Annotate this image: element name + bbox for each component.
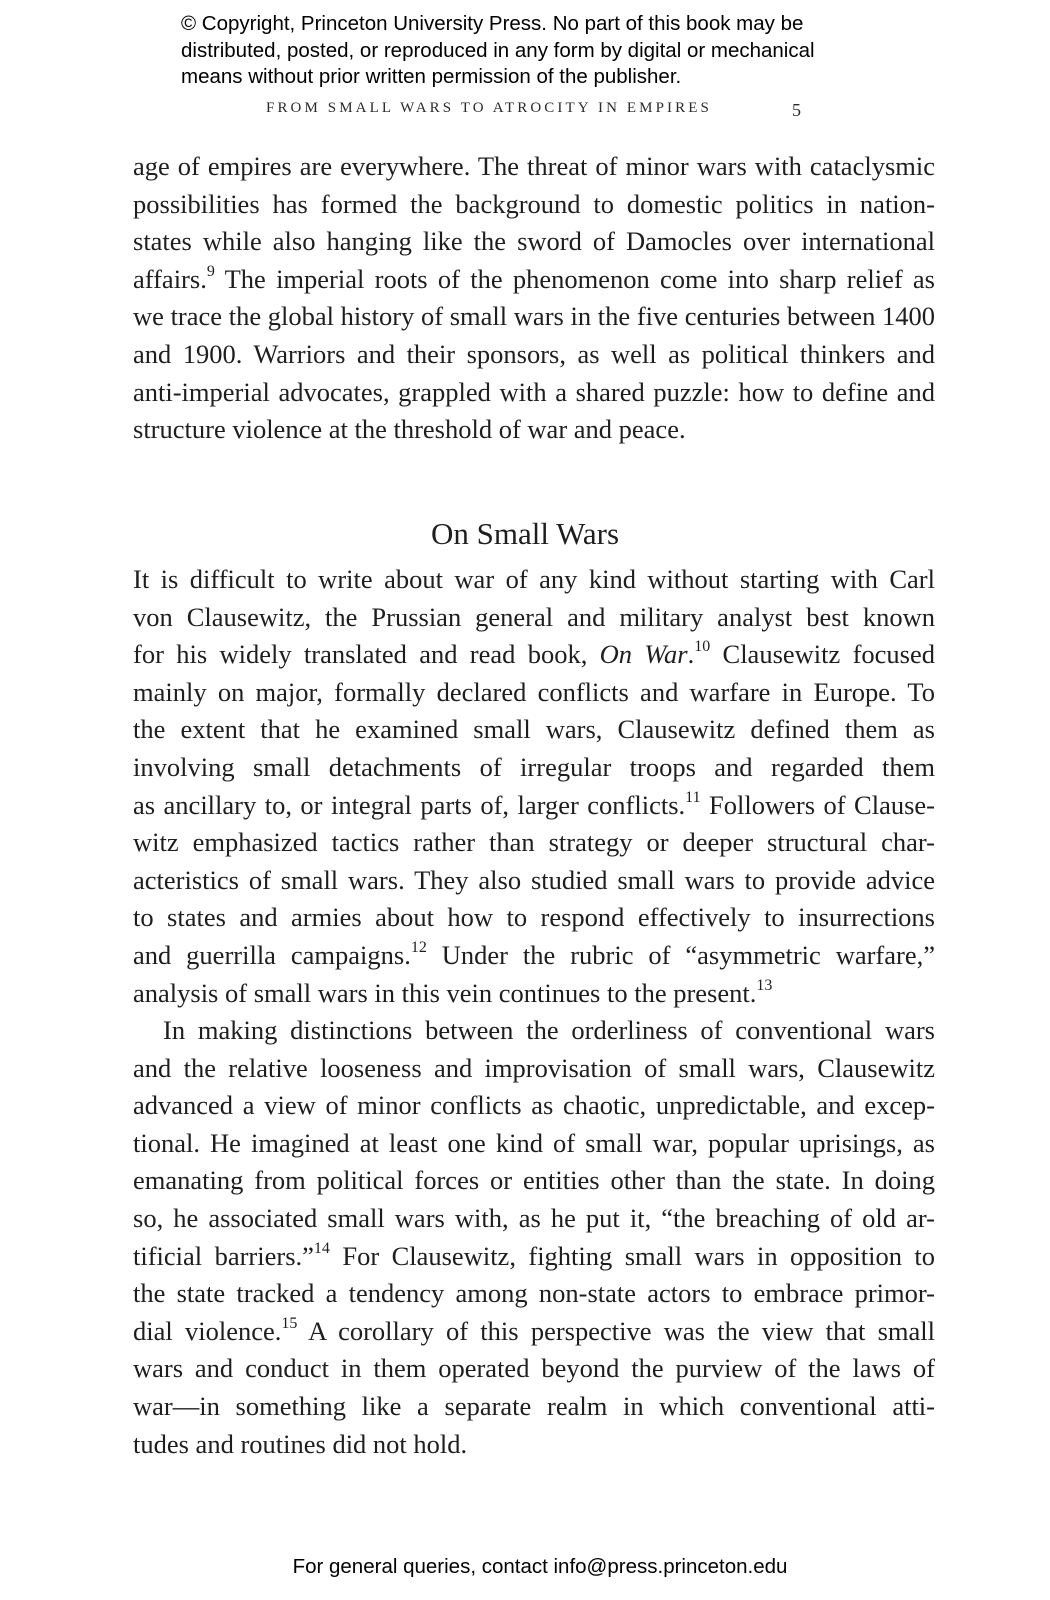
footnote-ref-12[interactable]: 12 — [410, 939, 427, 956]
text-line: wars and conduct in them operated beyond the purview of the laws of — [133, 1353, 935, 1384]
copyright-line: distributed, posted, or reproduced in any form by digital or mechanical — [181, 38, 815, 62]
text-line: and the relative looseness and improvisation of small wars, Clausewitz — [133, 1052, 935, 1083]
text-line: we trace the global history of small wars in the five centuries between 1400 — [133, 301, 935, 332]
text-line: to states and armies about how to respond effectively to insurrections — [133, 902, 935, 933]
text-line: possibilities has formed the background to domestic politics in nation- — [133, 188, 935, 219]
text-line: as ancillary to, or integral parts of, larger conflicts.$^{11}$ Followers of Clause- — [133, 788, 935, 820]
text-line: emanating from political forces or entities other than the state. In doing — [133, 1165, 935, 1196]
text-line: acteristics of small wars. They also studied small wars to provide advice — [133, 864, 935, 895]
text-line: affairs.$^9$ The imperial roots of the phenomenon come into sharp relief as — [133, 262, 935, 294]
text-line: the extent that he examined small wars, Clausewitz defined them as — [133, 714, 935, 745]
copyright-line: means without prior written permission of the publisher. — [181, 65, 682, 88]
text-line: involving small detachments of irregular troops and regarded them — [133, 752, 935, 782]
footer-contact: For general queries, contact info@press.princeton.edu — [292, 1555, 788, 1578]
section-heading: On Small Wars — [430, 516, 620, 551]
copyright-notice — [181, 11, 901, 91]
footnote-ref-9[interactable]: 9 — [206, 262, 215, 280]
text-line: and 1900. Warriors and their sponsors, as well as political thinkers and — [133, 339, 935, 369]
text-line: states while also hanging like the sword of Damocles over international — [133, 226, 935, 257]
text-line: advanced a view of minor conflicts as chaotic, unpredictable, and excep- — [133, 1090, 935, 1121]
text-line: so, he associated small wars with, as he put it, “the breaching of old ar- — [133, 1203, 935, 1233]
text-line: In making distinctions between the orderliness of conventional wars — [163, 1015, 935, 1045]
text-line: dial violence.$^{15}$ A corollary of this perspective was the view that small — [133, 1314, 935, 1346]
running-head-title: FROM SMALL WARS TO ATROCITY IN EMPIRES — [266, 100, 712, 116]
footnote-ref-10[interactable]: 10 — [694, 638, 711, 656]
text-line: It is difficult to write about war of any kind without starting with Carl — [133, 564, 935, 594]
text-line: for his widely translated and read book, On War.$^{10}$ Clausewitz focused — [133, 638, 935, 670]
text-line: and guerrilla campaigns.$^{12}$ Under the rubric of “asymmetric warfare,” — [133, 939, 935, 970]
page-number: 5 — [792, 100, 801, 120]
text-line: structure violence at the threshold of war and peace. — [133, 414, 686, 445]
text-line: tional. He imagined at least one kind of small war, popular uprisings, as — [133, 1127, 935, 1158]
text-line: the state tracked a tendency among non-state actors to embrace primor- — [133, 1278, 935, 1309]
text-line: mainly on major, formally declared conflicts and warfare in Europe. To — [133, 676, 935, 707]
footnote-ref-11[interactable]: 11 — [685, 788, 701, 806]
book-title-italic: On War — [599, 639, 688, 670]
text-line: anti-imperial advocates, grappled with a shared puzzle: how to define and — [133, 376, 935, 407]
footnote-ref-15[interactable]: 15 — [281, 1314, 298, 1332]
text-line: von Clausewitz, the Prussian general and military analyst best known — [133, 601, 935, 632]
text-line: age of empires are everywhere. The threat of minor wars with cataclysmic — [133, 151, 935, 181]
footnote-ref-13[interactable]: 13 — [756, 976, 773, 994]
text-line: analysis of small wars in this vein continues to the present.$^{13}$ — [133, 976, 773, 1008]
text-line: witz emphasized tactics rather than strategy or deeper structural char- — [133, 827, 935, 858]
text-line: tudes and routines did not hold. — [133, 1428, 468, 1459]
footnote-ref-14[interactable]: 14 — [313, 1239, 330, 1257]
text-line: war—in something like a separate realm in which conventional atti- — [133, 1391, 935, 1421]
copyright-line: © Copyright, Princeton University Press. No part of this book may be — [181, 12, 804, 35]
text-line: tificial barriers.”$^{14}$ For Clausewitz, fighting small wars in opposition to — [133, 1239, 935, 1271]
